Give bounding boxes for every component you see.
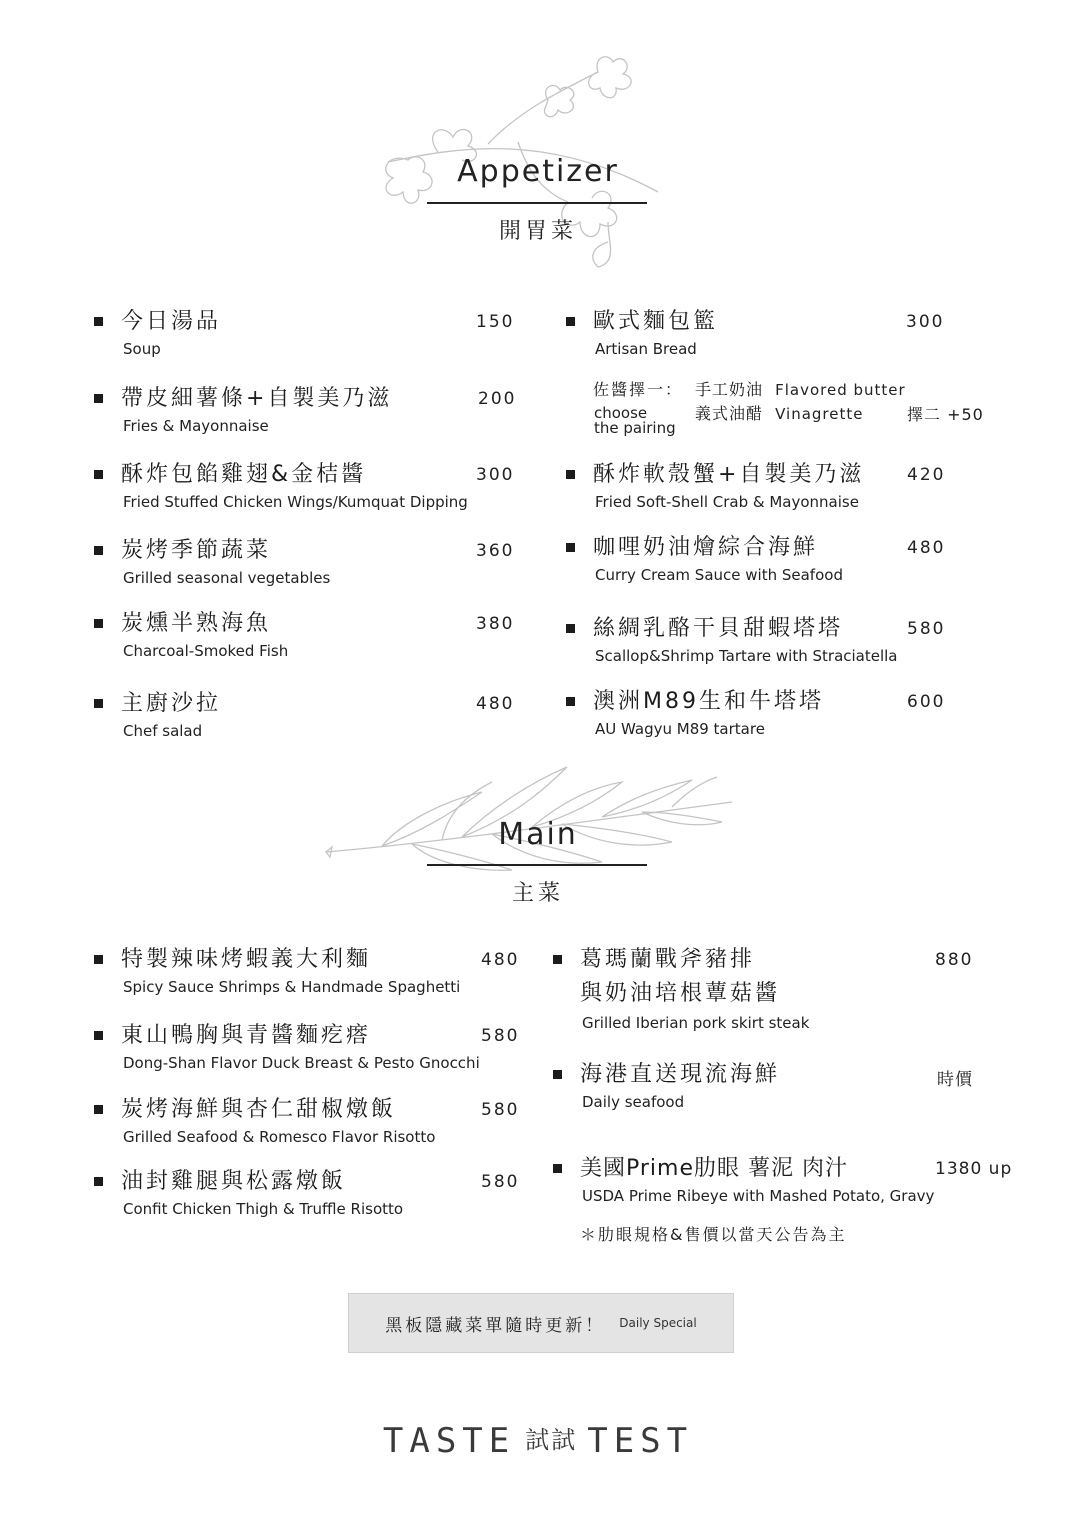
item-name-zh: 帶皮細薯條+自製美乃滋 (121, 386, 393, 411)
item-price: 880 (935, 950, 974, 970)
item-name-zh: 澳洲M89生和牛塔塔 (593, 689, 824, 714)
appetizer-title-rule (427, 202, 647, 204)
item-price: 480 (481, 950, 520, 970)
daily-special-banner (348, 1293, 734, 1353)
item-price: 480 (907, 538, 946, 558)
main-subtitle: 主菜 (511, 881, 564, 906)
item-name-zh: 美國Prime肋眼 薯泥 肉汁 (580, 1156, 848, 1181)
item-name-en: Grilled Seafood & Romesco Flavor Risotto (123, 1128, 436, 1146)
pairing-label-en-line2: the pairing (594, 419, 676, 437)
item-name-en: Charcoal-Smoked Fish (123, 642, 289, 660)
item-name-zh: 今日湯品 (121, 309, 222, 334)
item-name-zh: 絲綢乳酪干貝甜蝦塔塔 (593, 616, 844, 641)
brand-logo-left: TASTE (382, 1421, 516, 1461)
pairing-label-en-line1: choose (594, 404, 648, 422)
item-name-zh: 歐式麵包籃 (593, 309, 719, 334)
item-name-en: Daily seafood (582, 1093, 685, 1111)
bullet-square (566, 697, 575, 706)
item-name-en: Scallop&Shrimp Tartare with Straciatella (595, 647, 898, 665)
item-price: 580 (481, 1100, 520, 1120)
pairing-option-butter (695, 377, 906, 400)
item-name-zh: 酥炸包餡雞翅&金桔醬 (121, 462, 367, 487)
item-price: 480 (476, 694, 515, 714)
bullet-square (94, 317, 103, 326)
ribeye-note: ＊肋眼規格&售價以當天公告為主 (580, 1225, 847, 1244)
bullet-square (553, 955, 562, 964)
pairing-extra-price: 擇二 +50 (907, 405, 984, 424)
item-name-en: Grilled seasonal vegetables (123, 569, 331, 587)
bullet-square (566, 470, 575, 479)
bullet-square (94, 955, 103, 964)
item-name-en: Confit Chicken Thigh & Truffle Risotto (123, 1200, 404, 1218)
item-name-en: USDA Prime Ribeye with Mashed Potato, Gravy (582, 1187, 935, 1205)
item-name-en: Fries & Mayonnaise (123, 417, 269, 435)
appetizer-subtitle: 開胃菜 (498, 219, 577, 244)
item-name-en: Fried Stuffed Chicken Wings/Kumquat Dipping (123, 493, 468, 511)
pairing-option-zh: 手工奶油 (695, 380, 764, 399)
pairing-option-en: Flavored butter (775, 381, 906, 399)
item-name-zh: 特製辣味烤蝦義大利麵 (121, 947, 372, 972)
bullet-square (94, 619, 103, 628)
item-name-zh-line2: 與奶油培根蕈菇醬 (580, 981, 781, 1006)
appetizer-title: Appetizer (457, 154, 619, 189)
item-price: 200 (478, 389, 517, 409)
item-price: 360 (476, 541, 515, 561)
item-name-zh: 主廚沙拉 (121, 691, 222, 716)
item-price: 580 (907, 619, 946, 639)
item-price: 150 (476, 312, 515, 332)
brand-logo (0, 1420, 1076, 1461)
bullet-square (553, 1070, 562, 1079)
daily-special-zh: 黑板隱藏菜單隨時更新！ (385, 1315, 606, 1336)
bullet-square (94, 1177, 103, 1186)
bullet-square (94, 394, 103, 403)
item-name-en: Dong-Shan Flavor Duck Breast & Pesto Gnocchi (123, 1054, 480, 1072)
item-name-zh: 炭烤季節蔬菜 (121, 538, 272, 563)
pairing-option-vinagrette (695, 401, 864, 424)
item-name-en: Curry Cream Sauce with Seafood (595, 566, 843, 584)
bullet-square (94, 470, 103, 479)
pairing-option-en: Vinagrette (775, 405, 864, 423)
item-name-en: Artisan Bread (595, 340, 697, 358)
item-price: 時價 (937, 1070, 973, 1090)
item-name-zh: 東山鴨胸與青醬麵疙瘩 (121, 1023, 372, 1048)
bullet-square (94, 699, 103, 708)
item-price: 580 (481, 1026, 520, 1046)
item-name-zh: 咖哩奶油燴綜合海鮮 (593, 535, 819, 560)
item-name-en: Chef salad (123, 722, 203, 740)
bullet-square (553, 1164, 562, 1173)
item-name-en: AU Wagyu M89 tartare (595, 720, 765, 738)
brand-logo-middle: 試試 (525, 1426, 578, 1454)
brand-logo-right: TEST (587, 1421, 694, 1461)
item-name-en: Fried Soft-Shell Crab & Mayonnaise (595, 493, 859, 511)
item-name-en: Spicy Sauce Shrimps & Handmade Spaghetti (123, 978, 461, 996)
daily-special-en: Daily Special (619, 1316, 697, 1330)
item-name-en: Grilled Iberian pork skirt steak (582, 1014, 810, 1032)
pairing-option-zh: 義式油醋 (695, 404, 764, 423)
bullet-square (94, 546, 103, 555)
item-price: 1380 up (935, 1159, 1013, 1179)
item-price: 600 (907, 692, 946, 712)
main-title-rule (427, 864, 647, 866)
item-price: 300 (476, 465, 515, 485)
item-price: 380 (476, 614, 515, 634)
item-name-zh: 油封雞腿與松露燉飯 (121, 1169, 347, 1194)
item-price: 300 (906, 312, 945, 332)
item-name-zh: 炭烤海鮮與杏仁甜椒燉飯 (121, 1097, 397, 1122)
bullet-square (94, 1105, 103, 1114)
bullet-square (566, 317, 575, 326)
main-title: Main (498, 817, 578, 852)
item-name-zh: 酥炸軟殼蟹+自製美乃滋 (593, 462, 865, 487)
main-item (553, 946, 1023, 1036)
item-name-zh: 海港直送現流海鮮 (580, 1062, 781, 1087)
item-name-zh: 炭燻半熟海魚 (121, 611, 272, 636)
bullet-square (566, 543, 575, 552)
item-price: 420 (907, 465, 946, 485)
item-price: 580 (481, 1172, 520, 1192)
bullet-square (566, 624, 575, 633)
bullet-square (94, 1031, 103, 1040)
item-name-zh: 葛瑪蘭戰斧豬排 (580, 947, 756, 972)
pairing-label: 佐醬擇一： (593, 380, 684, 399)
item-name-en: Soup (123, 340, 161, 358)
